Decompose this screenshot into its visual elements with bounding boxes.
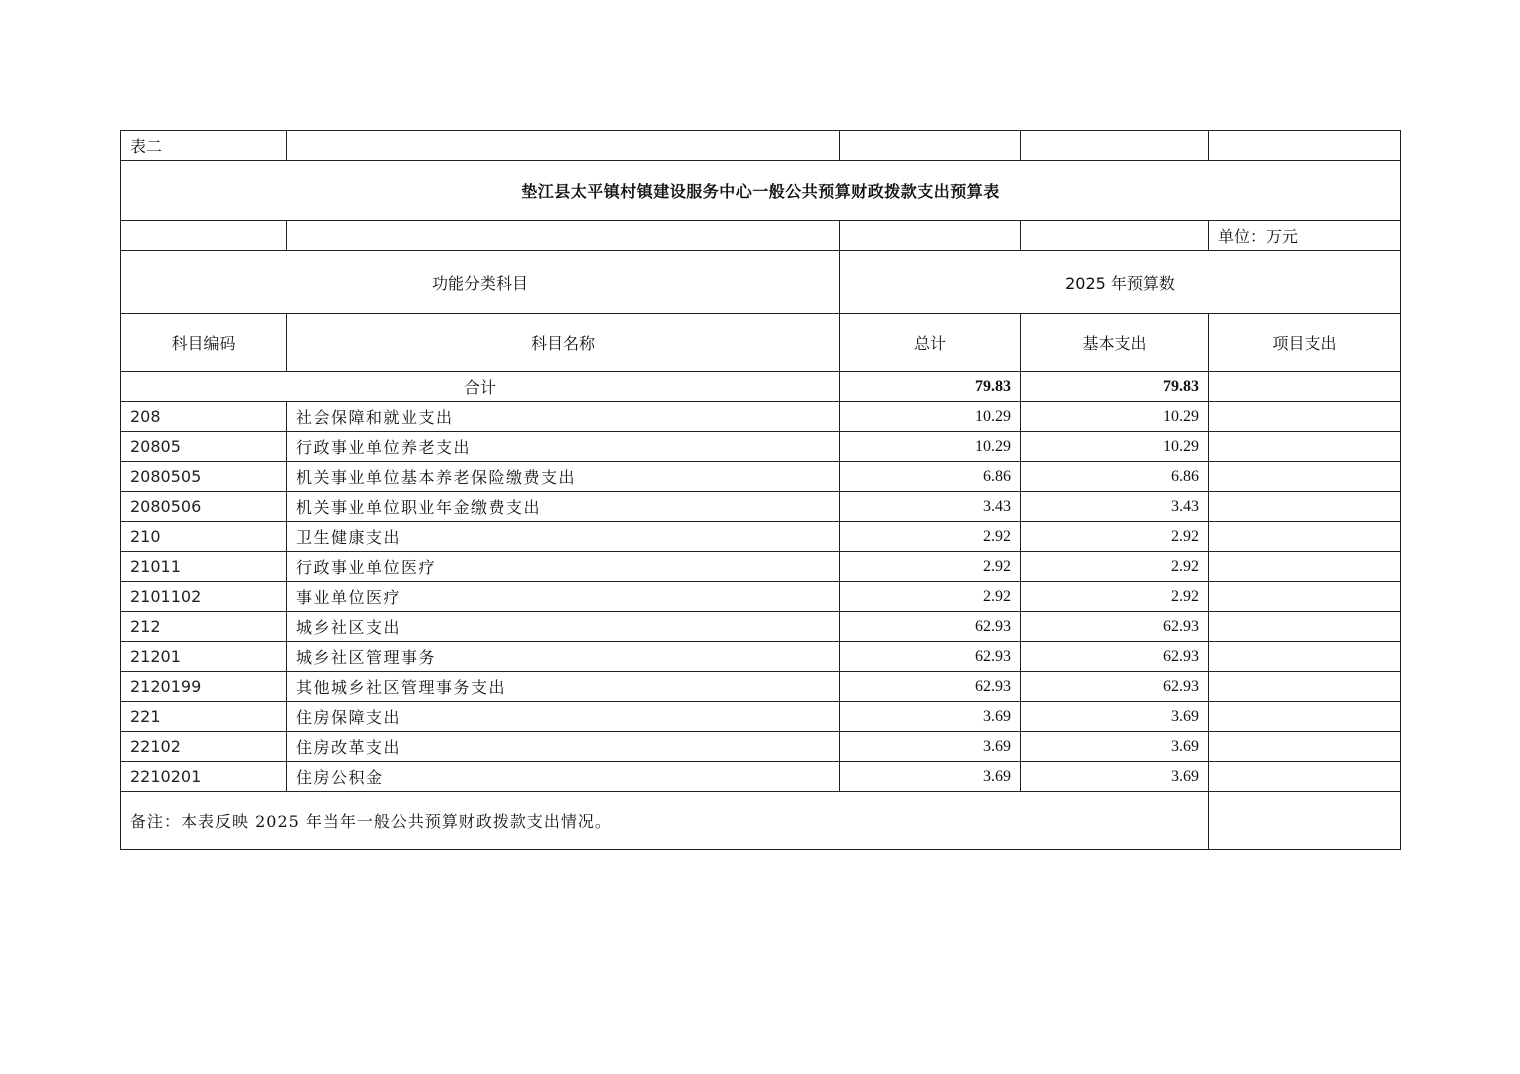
- row-code: 208: [121, 402, 287, 432]
- row-total: 62.93: [840, 642, 1021, 672]
- header-functional-category: 功能分类科目: [121, 251, 840, 314]
- row-code: 22102: [121, 732, 287, 762]
- table-row: [121, 522, 1401, 552]
- header-code: 科目编码: [121, 314, 287, 372]
- row-basic: 62.93: [1021, 672, 1209, 702]
- row-project: [1209, 642, 1401, 672]
- row-code: 2080506: [121, 492, 287, 522]
- row-code: 210: [121, 522, 287, 552]
- header-row-group: [121, 251, 1401, 314]
- table-row: [121, 462, 1401, 492]
- header-project: 项目支出: [1209, 314, 1401, 372]
- row-project: [1209, 492, 1401, 522]
- row-basic: 62.93: [1021, 642, 1209, 672]
- row-name: 其他城乡社区管理事务支出: [287, 672, 840, 702]
- row-name: 行政事业单位养老支出: [287, 432, 840, 462]
- header-name: 科目名称: [287, 314, 840, 372]
- empty-cell: [287, 221, 840, 251]
- header-basic: 基本支出: [1021, 314, 1209, 372]
- row-basic: 3.69: [1021, 762, 1209, 792]
- row-basic: 6.86: [1021, 462, 1209, 492]
- note-row: [121, 792, 1401, 850]
- row-total: 10.29: [840, 402, 1021, 432]
- row-project: [1209, 672, 1401, 702]
- row-name: 社会保障和就业支出: [287, 402, 840, 432]
- table-row: [121, 402, 1401, 432]
- row-basic: 10.29: [1021, 432, 1209, 462]
- row-total: 2.92: [840, 582, 1021, 612]
- table-label-row: [121, 131, 1401, 161]
- empty-cell: [840, 131, 1021, 161]
- row-code: 20805: [121, 432, 287, 462]
- row-basic: 3.43: [1021, 492, 1209, 522]
- row-total: 2.92: [840, 552, 1021, 582]
- row-project: [1209, 762, 1401, 792]
- row-name: 住房改革支出: [287, 732, 840, 762]
- row-project: [1209, 462, 1401, 492]
- row-name: 住房保障支出: [287, 702, 840, 732]
- unit-row: [121, 221, 1401, 251]
- table-row: [121, 612, 1401, 642]
- row-basic: 3.69: [1021, 732, 1209, 762]
- row-total: 3.69: [840, 702, 1021, 732]
- empty-cell: [121, 221, 287, 251]
- row-basic: 3.69: [1021, 702, 1209, 732]
- row-code: 21011: [121, 552, 287, 582]
- row-name: 卫生健康支出: [287, 522, 840, 552]
- budget-table: [120, 130, 1401, 850]
- table-row: [121, 432, 1401, 462]
- footnote: 备注：本表反映 2025 年当年一般公共预算财政拨款支出情况。: [121, 792, 1209, 850]
- summary-basic: 79.83: [1021, 372, 1209, 402]
- row-code: 2101102: [121, 582, 287, 612]
- row-total: 10.29: [840, 432, 1021, 462]
- row-code: 212: [121, 612, 287, 642]
- row-total: 3.69: [840, 762, 1021, 792]
- row-name: 机关事业单位职业年金缴费支出: [287, 492, 840, 522]
- summary-label: 合计: [121, 372, 840, 402]
- row-name: 住房公积金: [287, 762, 840, 792]
- row-project: [1209, 432, 1401, 462]
- row-name: 机关事业单位基本养老保险缴费支出: [287, 462, 840, 492]
- empty-cell: [287, 131, 840, 161]
- row-project: [1209, 522, 1401, 552]
- row-basic: 10.29: [1021, 402, 1209, 432]
- empty-cell: [1209, 792, 1401, 850]
- table-row: [121, 552, 1401, 582]
- unit-label: 单位：万元: [1209, 221, 1401, 251]
- row-name: 事业单位医疗: [287, 582, 840, 612]
- row-total: 2.92: [840, 522, 1021, 552]
- row-name: 城乡社区支出: [287, 612, 840, 642]
- row-code: 2120199: [121, 672, 287, 702]
- row-code: 21201: [121, 642, 287, 672]
- title-row: [121, 161, 1401, 221]
- empty-cell: [1209, 131, 1401, 161]
- row-code: 2210201: [121, 762, 287, 792]
- row-project: [1209, 612, 1401, 642]
- row-basic: 62.93: [1021, 612, 1209, 642]
- row-total: 6.86: [840, 462, 1021, 492]
- table-row: [121, 492, 1401, 522]
- row-basic: 2.92: [1021, 582, 1209, 612]
- row-total: 3.69: [840, 732, 1021, 762]
- table-row: [121, 582, 1401, 612]
- row-name: 行政事业单位医疗: [287, 552, 840, 582]
- empty-cell: [840, 221, 1021, 251]
- row-project: [1209, 402, 1401, 432]
- empty-cell: [1021, 131, 1209, 161]
- table-row: [121, 702, 1401, 732]
- empty-cell: [1021, 221, 1209, 251]
- row-code: 2080505: [121, 462, 287, 492]
- table-row: [121, 672, 1401, 702]
- summary-total: 79.83: [840, 372, 1021, 402]
- header-row-columns: [121, 314, 1401, 372]
- header-total: 总计: [840, 314, 1021, 372]
- row-project: [1209, 582, 1401, 612]
- row-total: 62.93: [840, 612, 1021, 642]
- header-budget-year: 2025 年预算数: [840, 251, 1401, 314]
- summary-project: [1209, 372, 1401, 402]
- row-project: [1209, 732, 1401, 762]
- table-row: [121, 642, 1401, 672]
- row-project: [1209, 552, 1401, 582]
- row-total: 3.43: [840, 492, 1021, 522]
- row-total: 62.93: [840, 672, 1021, 702]
- row-name: 城乡社区管理事务: [287, 642, 840, 672]
- row-basic: 2.92: [1021, 552, 1209, 582]
- summary-row: [121, 372, 1401, 402]
- row-project: [1209, 702, 1401, 732]
- page-title: 垫江县太平镇村镇建设服务中心一般公共预算财政拨款支出预算表: [121, 161, 1401, 221]
- table-label: 表二: [121, 131, 287, 161]
- row-code: 221: [121, 702, 287, 732]
- row-basic: 2.92: [1021, 522, 1209, 552]
- table-row: [121, 762, 1401, 792]
- table-row: [121, 732, 1401, 762]
